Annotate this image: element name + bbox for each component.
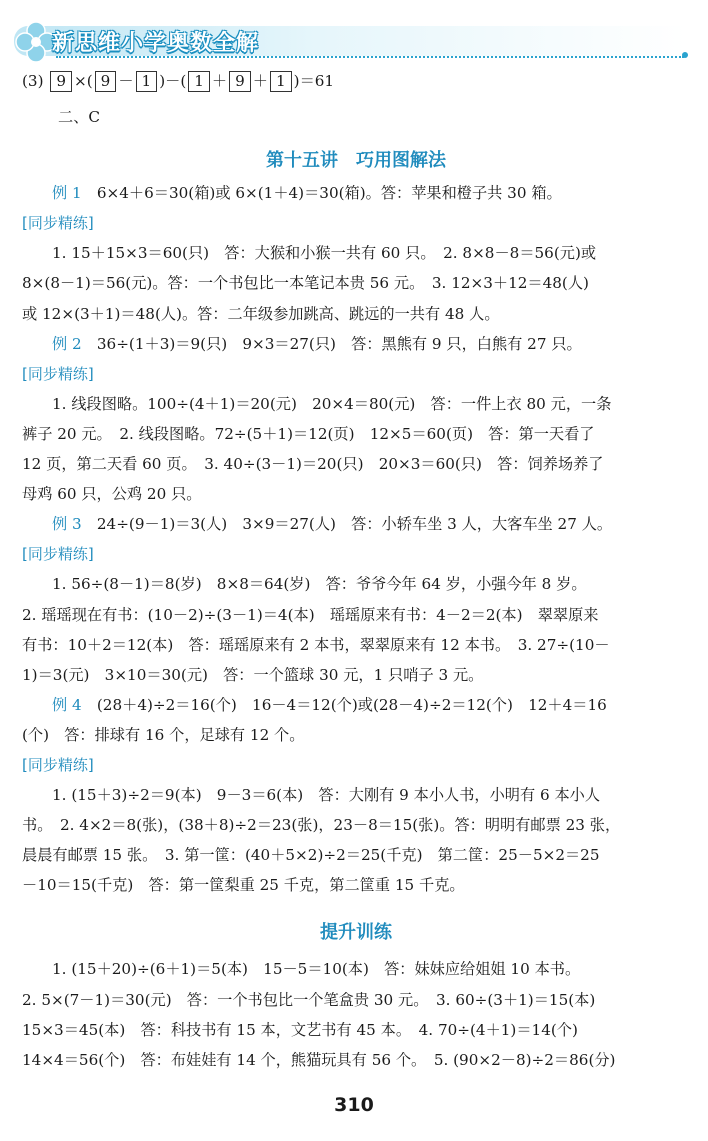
- answer-box: 1: [188, 71, 210, 92]
- answer-line: －10＝15(千克) 答：第一筐梨重 25 千克，第二筐重 15 千克。: [22, 876, 465, 895]
- page-number: 310: [334, 1094, 374, 1116]
- answer-line: 晨晨有邮票 15 张。 3. 第一筐：(40＋5×2)÷2＝25(千克) 第二筐：25－5×2＝25: [22, 846, 600, 865]
- section-title: 第十五讲 巧用图解法: [266, 150, 446, 172]
- answer-line: 1. 线段图略。100÷(4＋1)＝20(元) 20×4＝80(元) 答：一件上衣 80 元，一条: [52, 394, 612, 413]
- header-title: 新思维小学奥数全解: [52, 31, 260, 56]
- part-two-answer: 二、C: [58, 108, 100, 127]
- answer-box: 1: [270, 71, 292, 92]
- example-1: 例 1 6×4＋6＝30(箱)或 6×(1＋4)＝30(箱)。答：苹果和橙子共 30 箱。: [52, 184, 562, 203]
- example-4: 例 4 (28＋4)÷2＝16(个) 16－4＝12(个)或(28－4)÷2＝12(个) 12＋4＝16: [52, 695, 607, 714]
- answer-line: 2. 瑶瑶现在有书：(10－2)÷(3－1)＝4(本) 瑶瑶原来有书：4－2＝2(本) 翠翠原来: [22, 605, 599, 624]
- example-label: 例 2: [52, 334, 82, 353]
- answer-line: 有书：10＋2＝12(本) 答：瑶瑶原来有 2 本书，翠翠原来有 12 本书。 3. 27÷(10－: [22, 635, 610, 654]
- example-3: 例 3 24÷(9－1)＝3(人) 3×9＝27(人) 答：小轿车坐 3 人，大客车坐 27 人。: [52, 515, 613, 534]
- answer-line: 母鸡 60 只，公鸡 20 只。: [22, 485, 202, 504]
- example-2: 例 2 36÷(1＋3)＝9(只) 9×3＝27(只) 答：黑熊有 9 只，白熊有 27 只。: [52, 334, 582, 353]
- answer-line: 1. (15＋3)÷2＝9(本) 9－3＝6(本) 答：大刚有 9 本小人书，小明有 6 本小人: [52, 786, 601, 805]
- sync-practice-label: [同步精练]: [22, 755, 94, 774]
- answer-line: 1. (15＋20)÷(6＋1)＝5(本) 15－5＝10(本) 答：妹妹应给姐姐 10 本书。: [52, 960, 581, 979]
- example-label: 例 3: [52, 515, 82, 534]
- answer-line: 12 页，第二天看 60 页。 3. 40÷(3－1)＝20(只) 20×3＝60(只) 答：饲养场养了: [22, 455, 604, 474]
- sync-practice-label: [同步精练]: [22, 364, 94, 383]
- header-end-dot: [682, 52, 688, 58]
- answer-line: 2. 5×(7－1)＝30(元) 答：一个书包比一个笔盒贵 30 元。 3. 60÷(3＋1)＝15(本): [22, 990, 596, 1009]
- answer-line: (个) 答：排球有 16 个，足球有 12 个。: [22, 725, 305, 744]
- page-content: [22, 66, 690, 1075]
- example-label: 例 1: [52, 184, 82, 203]
- answer-line: 书。 2. 4×2＝8(张)，(38＋8)÷2＝23(张)，23－8＝15(张)。答：明明有邮票 23 张，: [22, 816, 621, 835]
- answer-line: 14×4＝56(个) 答：布娃娃有 14 个，熊猫玩具有 56 个。 5. (90×2－8)÷2＝86(分): [22, 1050, 616, 1069]
- answer-box: 9: [95, 71, 117, 92]
- answer-line: 1. 56÷(8－1)＝8(岁) 8×8＝64(岁) 答：爷爷今年 64 岁，小强今年 8 岁。: [52, 575, 587, 594]
- equation-line-3: (3) 9 ×( 9 － 1 )－( 1 ＋ 9 ＋ 1 )＝61: [22, 72, 335, 90]
- answer-box: 1: [136, 71, 158, 92]
- answer-line: 裤子 20 元。 2. 线段图略。72÷(5＋1)＝12(页) 12×5＝60(页) 答：第一天看了: [22, 424, 595, 443]
- sync-practice-label: [同步精练]: [22, 214, 94, 233]
- answer-box: 9: [50, 71, 72, 92]
- section-title-2: 提升训练: [320, 922, 392, 944]
- answer-line: 15×3＝45(本) 答：科技书有 15 本，文艺书有 45 本。 4. 70÷(4＋1)＝14(个): [22, 1020, 578, 1039]
- sync-practice-label: [同步精练]: [22, 545, 94, 564]
- page-header: [14, 20, 694, 62]
- answer-line: 1. 15＋15×3＝60(只) 答：大猴和小猴一共有 60 只。 2. 8×8－8＝56(元)或: [52, 244, 597, 263]
- header-dotted-rule: [56, 56, 684, 58]
- answer-line: 或 12×(3＋1)＝48(人)。答：二年级参加跳高、跳远的一共有 48 人。: [22, 304, 500, 323]
- answer-line: 8×(8－1)＝56(元)。答：一个书包比一本笔记本贵 56 元。 3. 12×3＋12＝48(人): [22, 274, 589, 293]
- answer-box: 9: [229, 71, 251, 92]
- example-label: 例 4: [52, 695, 82, 714]
- answer-line: 1)＝3(元) 3×10＝30(元) 答：一个篮球 30 元，1 只哨子 3 元。: [22, 665, 484, 684]
